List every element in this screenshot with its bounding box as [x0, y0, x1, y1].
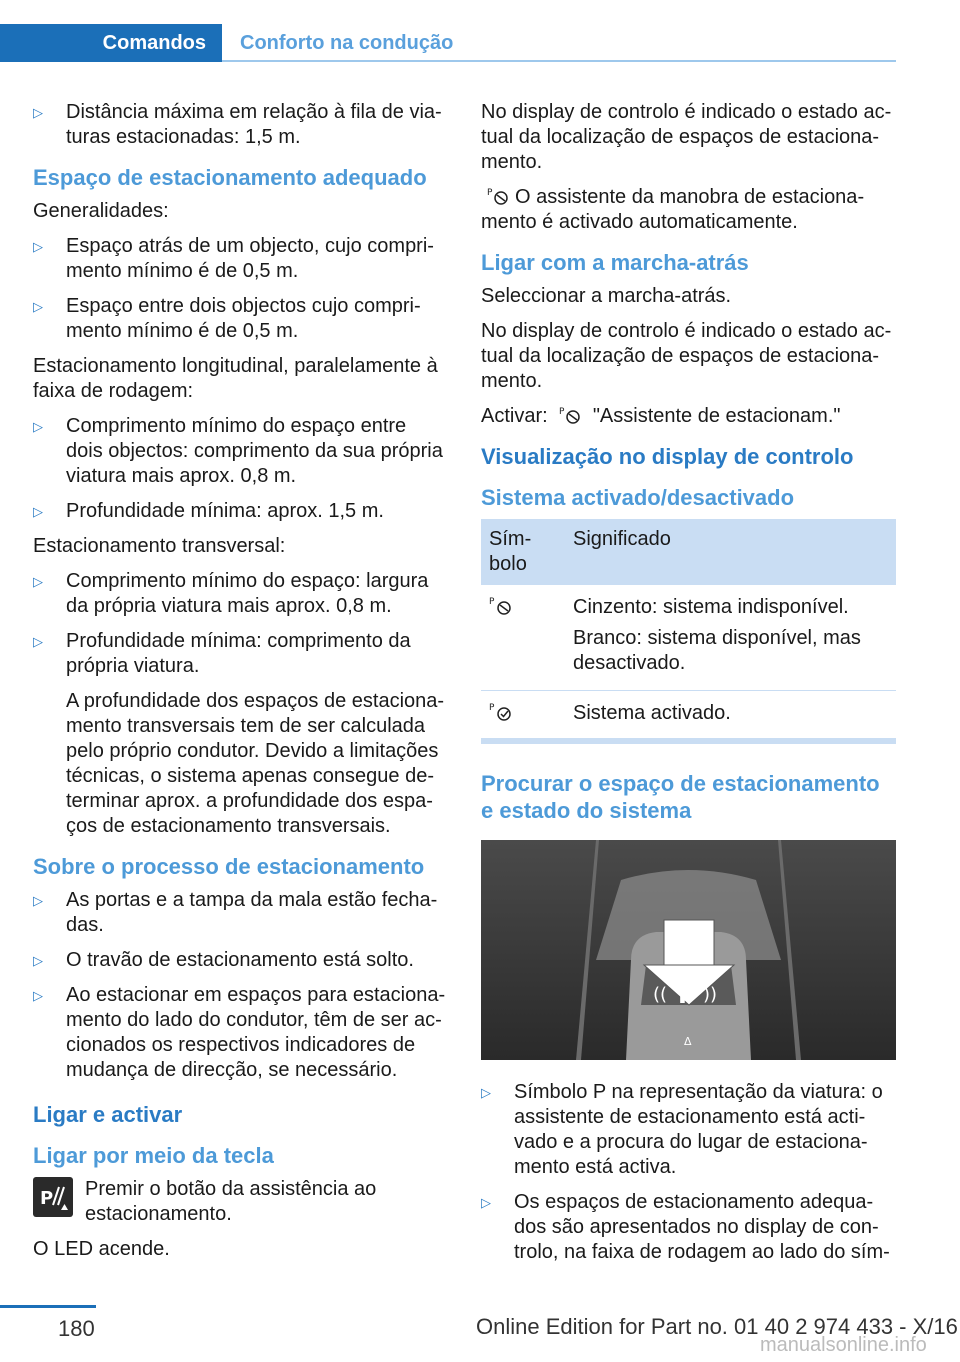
section-heading: Visualização no display de controlo: [481, 444, 854, 469]
section-heading: Procurar o espaço de estacionamento e estado do sistema: [481, 771, 880, 823]
bullet-triangle-icon: ▷: [33, 953, 43, 968]
car-parking-illustration: [481, 840, 896, 1060]
list-item: ▷ Espaço atrás de um objecto, cujo comprimento mínimo é de 0,5 m.: [33, 235, 434, 282]
watermark: manualsonline.info: [760, 1334, 927, 1356]
parking-assistant-on-icon: [489, 701, 515, 723]
right-column: [481, 100, 896, 1275]
paragraph: Generalidades:: [33, 200, 169, 222]
table-header-symbol: Símbolo: [481, 519, 565, 585]
bullet-triangle-icon: ▷: [33, 105, 43, 120]
symbol-table: [481, 519, 896, 739]
table-row: P Cinzento: sistema indisponível. Branco: sistema disponível, mas desactivado.: [481, 585, 896, 691]
bullet-triangle-icon: ▷: [33, 419, 43, 434]
parking-search-display-image: [481, 840, 896, 1060]
list-item: ▷ Símbolo P na representação da viatura: o assistente de estacionamento está activado e a procura do lugar de estacionamento está activa.: [481, 1081, 883, 1178]
section-heading: Sistema activado/desactivado: [481, 485, 795, 510]
footer-divider: [0, 1305, 96, 1308]
list-item: ▷ Comprimento mínimo do espaço entre dois objectos: comprimento da sua própria viatura mais aprox. 0,8 m.: [33, 415, 443, 487]
left-column: [33, 100, 448, 1272]
bullet-triangle-icon: ▷: [33, 634, 43, 649]
page-header: [0, 0, 960, 62]
paragraph: Activar: P "Assistente de estacionam.": [481, 405, 841, 427]
svg-text:P: P: [40, 1188, 54, 1209]
section-heading: Ligar com a marcha-atrás: [481, 250, 749, 275]
bullet-triangle-icon: ▷: [33, 893, 43, 908]
paragraph: Premir o botão da assistência ao estacionamento.: [85, 1178, 377, 1225]
svg-text:P: P: [489, 703, 495, 713]
list-item: ▷ Distância máxima em relação à fila de viaturas estacionadas: 1,5 m.: [33, 101, 442, 148]
bullet-triangle-icon: ▷: [481, 1085, 491, 1100]
list-item: ▷ Espaço entre dois objectos cujo comprimento mínimo é de 0,5 m.: [33, 295, 421, 342]
edition-text: Online Edition for Part no. 01 40 2 974 433 - X/16: [476, 1314, 958, 1339]
bullet-triangle-icon: ▷: [33, 504, 43, 519]
press-instruction: [33, 1177, 448, 1227]
bullet-triangle-icon: ▷: [33, 988, 43, 1003]
list-item: ▷ Profundidade mínima: comprimento da própria viatura.: [33, 630, 411, 677]
paragraph: Seleccionar a marcha-atrás.: [481, 285, 732, 307]
parking-assistant-icon: [559, 405, 581, 425]
parking-assist-button-icon: [33, 1177, 73, 1217]
paragraph: A profundidade dos espaços de estacionamento transversais tem de ser calculada pelo próprio condutor. Devido a limitações técnicas, o sistema apenas consegue determinar aprox. a profundidade dos espaços de estacionamento transversais.: [66, 690, 445, 837]
paragraph: Estacionamento longitudinal, paralelamente à faixa de rodagem:: [33, 355, 438, 402]
list-item: ▷ Comprimento mínimo do espaço: largura da própria viatura mais aprox. 0,8 m.: [33, 570, 429, 617]
paragraph: Estacionamento transversal:: [33, 535, 286, 557]
list-item: ▷ Os espaços de estacionamento adequados são apresentados no display de controlo, na faixa de rodagem ao lado do sím-: [481, 1191, 890, 1263]
parking-assistant-icon: [487, 186, 509, 206]
bullet-triangle-icon: ▷: [481, 1195, 491, 1210]
section-heading: Sobre o processo de estacionamento: [33, 854, 425, 879]
svg-text:P: P: [559, 407, 565, 417]
bullet-triangle-icon: ▷: [33, 299, 43, 314]
table-header-meaning: Significado: [565, 519, 896, 585]
svg-text:P: P: [678, 981, 696, 1009]
header-divider: [222, 60, 896, 62]
bullet-triangle-icon: ▷: [33, 574, 43, 589]
tab-conforto[interactable]: Conforto na condução: [240, 31, 454, 54]
paragraph: O LED acende.: [33, 1238, 170, 1260]
table-bottom-bar: [481, 739, 896, 744]
section-heading: Espaço de estacionamento adequado: [33, 165, 427, 190]
paragraph: No display de controlo é indicado o estado actual da localização de espaços de estacionamento.: [481, 101, 892, 173]
list-item: ▷ Profundidade mínima: aprox. 1,5 m.: [33, 500, 384, 522]
tab-comandos[interactable]: Comandos: [0, 24, 222, 62]
list-item: ▷ Ao estacionar em espaços para estacionamento do lado do condutor, têm de ser accionados os respectivos indicadores de mudança de direcção, se necessário.: [33, 984, 446, 1081]
paragraph: No display de controlo é indicado o estado actual da localização de espaços de estacionamento.: [481, 320, 892, 392]
section-heading: Ligar e activar: [33, 1102, 183, 1127]
bullet-triangle-icon: ▷: [33, 239, 43, 254]
svg-text:P: P: [487, 188, 493, 198]
paragraph: P O assistente da manobra de estacionamento é activado automaticamente.: [481, 186, 865, 233]
page-number: 180: [58, 1316, 95, 1341]
list-item: ▷ As portas e a tampa da mala estão fechadas.: [33, 889, 438, 936]
list-item: ▷ O travão de estacionamento está solto.: [33, 949, 414, 971]
parking-assistant-off-icon: [489, 595, 515, 617]
svg-text:)): )): [703, 984, 718, 1005]
svg-text:ᐃ: ᐃ: [684, 1035, 692, 1048]
svg-text:P: P: [489, 597, 495, 607]
section-heading: Ligar por meio da tecla: [33, 1143, 274, 1168]
table-row: P Sistema activado.: [481, 691, 896, 739]
svg-text:((: ((: [653, 984, 668, 1005]
